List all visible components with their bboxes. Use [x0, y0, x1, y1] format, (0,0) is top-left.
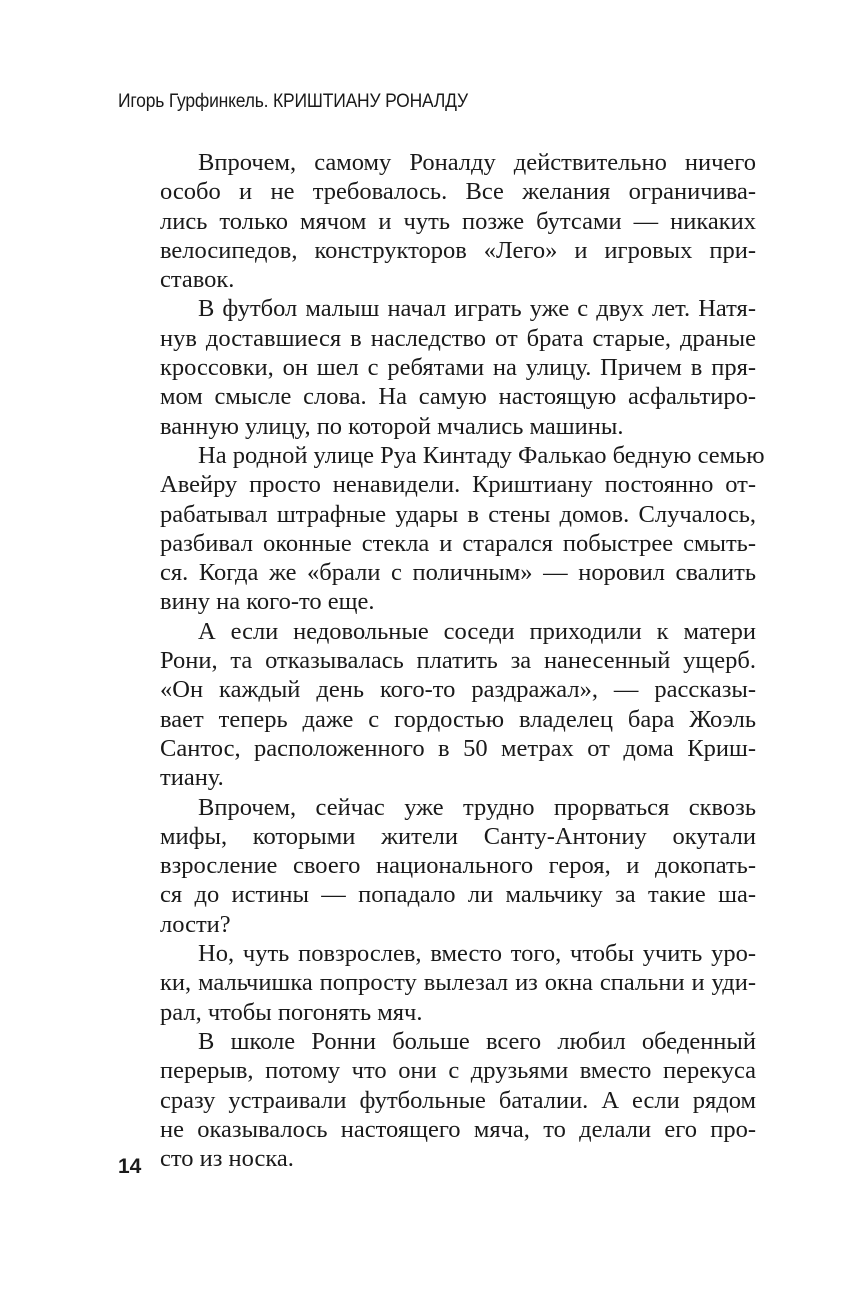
text-line: Впрочем, сейчас уже трудно прорваться сквозь: [198, 793, 756, 821]
text-line: Рони, та отказывалась платить за нанесенный ущерб.: [160, 647, 756, 675]
paragraph: [160, 1027, 756, 1173]
text-line: А если недовольные соседи приходили к матери: [198, 617, 756, 645]
text-line: рал, чтобы погонять мяч.: [160, 998, 423, 1026]
text-line: велосипедов, конструкторов «Лего» и игровых при-: [160, 236, 756, 264]
paragraph: [160, 939, 756, 1027]
text-line: вает теперь даже с гордостью владелец бара Жоэль: [160, 705, 756, 733]
text-line: лись только мячом и чуть позже бутсами — никаких: [160, 207, 756, 235]
paragraph: [160, 441, 765, 617]
text-line: ся. Когда же «брали с поличным» — норовил свалить: [160, 559, 756, 587]
text-line: нув доставшиеся в наследство от брата старые, драные: [160, 324, 756, 352]
text-line: сто из носка.: [160, 1145, 294, 1173]
page-number: 14: [118, 1155, 142, 1178]
paragraph: [160, 148, 756, 294]
text-line: ванную улицу, по которой мчались машины.: [160, 412, 624, 440]
text-line: тиану.: [160, 764, 224, 792]
text-line: перерыв, потому что они с друзьями вместо перекуса: [160, 1057, 756, 1085]
paragraph: [160, 793, 756, 939]
text-line: лости?: [160, 910, 231, 938]
text-line: не оказывалось настоящего мяча, то делали его про-: [160, 1115, 756, 1143]
paragraph: [160, 294, 756, 440]
text-line: вину на кого-то еще.: [160, 588, 375, 616]
text-line: «Он каждый день кого-то раздражал», — рассказы-: [160, 676, 756, 704]
text-line: мифы, которыми жители Санту-Антониу окутали: [160, 822, 756, 850]
running-head: Игорь Гурфинкель. КРИШТИАНУ РОНАЛДУ: [118, 91, 468, 112]
text-line: Сантос, расположенного в 50 метрах от дома Криш-: [160, 734, 756, 762]
text-line: Впрочем, самому Роналду действительно ничего: [198, 149, 756, 176]
text-line: На родной улице Руа Кинтаду Фалькао бедную семью: [198, 441, 765, 469]
text-line: Но, чуть повзрослев, вместо того, чтобы учить уро-: [198, 940, 756, 968]
text-line: взросление своего национального героя, и докопать-: [160, 852, 756, 880]
text-line: ся до истины — попадало ли мальчику за такие ша-: [160, 881, 756, 909]
text-line: особо и не требовалось. Все желания ограничива-: [160, 178, 756, 206]
text-line: сразу устраивали футбольные баталии. А если рядом: [160, 1086, 756, 1114]
text-line: кроссовки, он шел с ребятами на улицу. Причем в пря-: [160, 354, 756, 382]
text-line: В школе Ронни больше всего любил обеденный: [198, 1027, 756, 1055]
text-line: В футбол малыш начал играть уже с двух лет. Натя-: [198, 295, 756, 323]
body-text: [160, 148, 765, 1173]
text-line: ставок.: [160, 266, 235, 294]
text-line: ки, мальчишка попросту вылезал из окна спальни и уди-: [160, 969, 756, 997]
text-line: Авейру просто ненавидели. Криштиану постоянно от-: [160, 471, 756, 499]
text-line: рабатывал штрафные удары в стены домов. Случалось,: [160, 500, 756, 528]
text-line: разбивал оконные стекла и старался побыстрее смыть-: [160, 529, 756, 557]
paragraph: [160, 617, 756, 793]
text-line: мом смысле слова. На самую настоящую асфальтиро-: [160, 383, 756, 411]
